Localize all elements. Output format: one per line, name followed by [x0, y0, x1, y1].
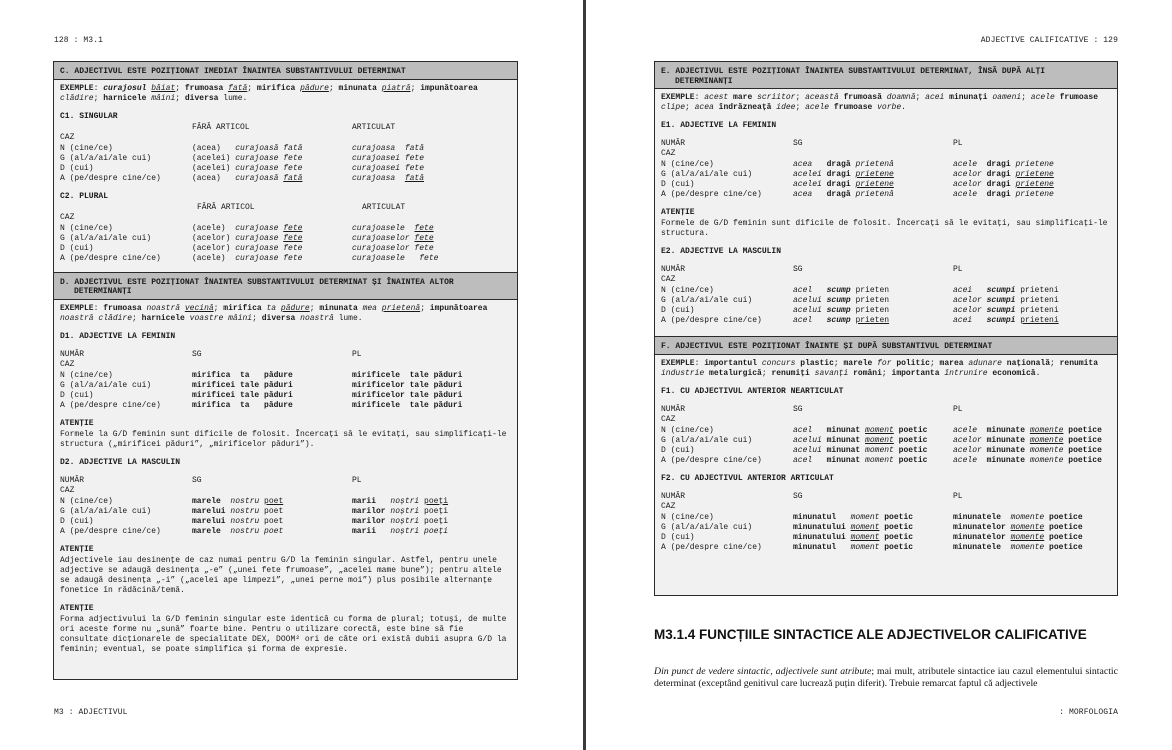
- table-row: G (al/a/ai/ale cui) mirificei tale păduri mirificelor tale păduri: [60, 380, 463, 390]
- table-row: N (cine/ce) (acea) curajoasă fată curajoasa fată: [60, 143, 425, 153]
- e2-title: E2. ADJECTIVE LA MASCULIN: [661, 247, 782, 256]
- table-row: G (al/a/ai/ale cui) (acelor) curajoase fete curajoaselor fete: [60, 233, 434, 243]
- f1-title: F1. CU ADJECTIVUL ANTERIOR NEARTICULAT: [661, 386, 844, 396]
- table-row: D (cui) mirificei tale păduri mirificelor tale păduri: [60, 390, 463, 400]
- d1-title: D1. ADJECTIVE LA FEMININ: [60, 331, 176, 341]
- section-f-examples: EXEMPLE: importantul concurs plastic; marele for politic; marea adunare națională; renumita industrie metalurgică; renumiți savanți români; importanta întrunire economică.: [661, 358, 1099, 378]
- d2-note1-title: ATENȚIE: [60, 544, 94, 554]
- table-row: D (cui) acelui minunat moment poetic acelor minunate momente poetice: [661, 445, 1102, 455]
- page-divider: [583, 0, 586, 750]
- f2-title: F2. CU ADJECTIVUL ANTERIOR ARTICULAT: [661, 473, 834, 483]
- page-header-right: ADJECTIVE CALIFICATIVE : 129: [980, 36, 1118, 45]
- table-row: G (al/a/ai/ale cui) acelui minunat moment poetic acelor minunate momente poetice: [661, 435, 1102, 445]
- section-c-title: C. ADJECTIVUL ESTE POZIȚIONAT IMEDIAT ÎNAINTEA SUBSTANTIVULUI DETERMINAT: [54, 62, 517, 80]
- e1-note-title: ATENȚIE: [661, 208, 695, 217]
- d2-title: D2. ADJECTIVE LA MASCULIN: [60, 457, 181, 467]
- d2-note1-text: Adjectivele iau desinențe de caz numai pentru G/D la feminin singular. Astfel, pentru unele adjective se adaugă desinența „-e” („unei fete frumoase”, „acelei mame bune”); pentru altele se adaugă desinența „-i” („acelei ape limpezi”, „unei perne moi”) plus posibile alternanțe fonetice în rădăcină/temă.: [60, 555, 502, 595]
- c1-table: [60, 144, 511, 184]
- table-row: A (pe/despre cine/ce) minunatul moment poetic minunatele momente poetice: [661, 542, 1083, 552]
- d2-note2-title: ATENȚIE: [60, 603, 94, 613]
- table-row: A (pe/despre cine/ce) acel minunat moment poetic acele minunate momente poetice: [661, 455, 1102, 465]
- left-page: [0, 0, 583, 750]
- d2-note2-text: Forma adjectivului la G/D feminin singular este identică cu forma de plural; totuși, de multe ori aceste forme nu „sună” foarte bine. Pentru o utilizare corectă, este bine să fie consultate dicționarele de specialitate DEX, DOOM² ori de câte ori există dubii asupra G/D la feminin; eventual, se poate simplifica și forma de expresie.: [60, 614, 507, 654]
- table-row: G (al/a/ai/ale cui) acelei dragi prietene acelor dragi prietene: [661, 170, 1054, 179]
- section-d-title: D. ADJECTIVUL ESTE POZIȚIONAT ÎNAINTEA SUBSTANTIVULUI DETERMINAT ȘI ÎNAINTEA ALTOR DETERMINANȚI: [54, 272, 517, 300]
- table-row: N (cine/ce) (acele) curajoase fete curajoasele fete: [60, 223, 434, 233]
- table-row: D (cui) acelei dragi prietene acelor dragi prietene: [661, 180, 1054, 189]
- c2-table: [60, 224, 511, 264]
- page-header-left: 128 : M3.1: [54, 36, 104, 45]
- e1-title: E1. ADJECTIVE LA FEMININ: [661, 121, 777, 130]
- table-row: N (cine/ce) acel scump prieten acei scumpi prieteni: [661, 286, 1059, 295]
- section-c-examples: EXEMPLE: curajosul băiat; frumoasa fată; mirifica pădure; minunata piatră; impunătoarea clădire; harnicele mâini; diversa lume.: [60, 83, 478, 103]
- table-row: A (pe/despre cine/ce) acel scump prieten acei scumpi prieteni: [661, 316, 1059, 325]
- table-row: A (pe/despre cine/ce) marele nostru poet marii noștri poeți: [60, 526, 449, 536]
- grammar-box-left: [53, 61, 518, 680]
- d1-table: [60, 371, 511, 411]
- section-e-title: E. ADJECTIVUL ESTE POZIȚIONAT ÎNAINTEA SUBSTANTIVULUI DETERMINAT, ÎNSĂ DUPĂ ALȚI DETERMINANȚI: [655, 62, 1117, 89]
- table-row: N (cine/ce) acel minunat moment poetic acele minunate momente poetice: [661, 425, 1102, 435]
- section-heading-m314: M3.1.4 FUNCȚIILE SINTACTICE ALE ADJECTIVELOR CALIFICATIVE: [654, 627, 1087, 642]
- table-row: A (pe/despre cine/ce) (acea) curajoasă fată curajoasa fată: [60, 173, 425, 183]
- table-row: N (cine/ce) marele nostru poet marii noștri poeți: [60, 496, 449, 506]
- table-row: A (pe/despre cine/ce) acea dragă prietenă acele dragi prietene: [661, 190, 1054, 199]
- f2-table: [661, 513, 1111, 553]
- section-f-title: F. ADJECTIVUL ESTE POZIȚIONAT ÎNAINTE ȘI DUPĂ SUBSTANTIVUL DETERMINAT: [655, 336, 1117, 355]
- table-row: A (pe/despre cine/ce) (acele) curajoase fete curajoasele fete: [60, 253, 439, 263]
- table-row: D (cui) minunatului moment poetic minunatelor momente poetice: [661, 532, 1083, 542]
- table-row: A (pe/despre cine/ce) mirifica ta pădure mirificele tale păduri: [60, 400, 463, 410]
- table-row: N (cine/ce) mirifica ta pădure mirificele tale păduri: [60, 370, 463, 380]
- c1-title: C1. SINGULAR: [60, 111, 118, 121]
- table-row: G (al/a/ai/ale cui) marelui nostru poet marilor noștri poeți: [60, 506, 449, 516]
- e1-table: [661, 160, 1111, 200]
- d1-note-title: ATENȚIE: [60, 418, 94, 428]
- e2-table: [661, 286, 1111, 326]
- page-footer-left: M3 : ADJECTIVUL: [54, 708, 128, 717]
- table-row: D (cui) marelui nostru poet marilor noștri poeți: [60, 516, 449, 526]
- section-e-examples: EXEMPLE: acest mare scriitor; această frumoasă doamnă; acei minunați oameni; acele frumoase clipe; acea îndrăzneață idee; acele frumoase vorbe.: [661, 93, 1099, 112]
- d1-note-text: Formele la G/D feminin sunt dificile de folosit. Încercați să le evitați, sau simplificați-le structura („mirificei păduri”, „mirificelor păduri”).: [60, 429, 507, 449]
- table-row: D (cui) acelui scump prieten acelor scumpi prieteni: [661, 306, 1059, 315]
- section-f-body: EXEMPLE: importantul concurs plastic; marele for politic; marea adunare națională; renumita industrie metalurgică; renumiți savanți români; importanta întrunire economică. F1. CU ADJECTIVUL ANTERIOR NEARTICULAT NUMĂR SG PL CAZ N (cine/ce) acel minunat moment poetic acele minunate momente poetice G (al/a/ai/ale cui) acelui minunat moment poetic acelor minunate momente poetice D (cui) acelui minunat moment poetic acelor minunate momente poetice A (pe/despre cine/ce) acel minunat moment poetic acele minunate momente poetice F2. CU ADJECTIVUL ANTERIOR ARTICULAT NUMĂR SG PL CAZ N (cine/ce) minunatul moment poetic minunatele momente poetice G (al/a/ai/ale cui) minunatului moment poetic minunatelor momente poetice D (cui) minunatului moment poetic minunatelor momente poetice A (pe/despre cine/ce) minunatul moment poetic minunatele momente poetice: [655, 355, 1117, 559]
- section-c-body: EXEMPLE: curajosul băiat; frumoasa fată; mirifica pădure; minunata piatră; impunătoarea clădire; harnicele mâini; diversa lume. C1. SINGULAR FĂRĂ ARTICOL ARTICULAT CAZ N (cine/ce) (acea) curajoasă fată curajoasa fată G (al/a/ai/ale cui) (acelei) curajoase fete curajoasei fete D (cui) (acelei) curajoase fete curajoasei fete A (pe/despre cine/ce) (acea) curajoasă fată curajoasa fată C2. PLURAL FĂRĂ ARTICOL ARTICULAT CAZ N (cine/ce) (acele) curajoase fete curajoasele fete G (al/a/ai/ale cui) (acelor) curajoase fete curajoaselor fete D (cui) (acelor) curajoase fete curajoaselor fete A (pe/despre cine/ce) (acele) curajoase fete curajoasele fete: [54, 80, 517, 270]
- d2-table: [60, 497, 511, 537]
- table-row: D (cui) (acelor) curajoase fete curajoaselor fete: [60, 243, 434, 253]
- table-row: D (cui) (acelei) curajoase fete curajoasei fete: [60, 163, 425, 173]
- e1-note-text: Formele de G/D feminin sunt dificile de folosit. Încercați să le evitați, sau simplificați-le structura.: [661, 219, 1108, 238]
- page-footer-right: : MORFOLOGIA: [1059, 708, 1118, 717]
- table-row: G (al/a/ai/ale cui) acelui scump prieten acelor scumpi prieteni: [661, 296, 1059, 305]
- f1-table: [661, 426, 1111, 466]
- c2-title: C2. PLURAL: [60, 191, 109, 201]
- section-d-examples: EXEMPLE: frumoasa noastră vecină; mirifica ta pădure; minunata mea prietenă; impunătoarea noastră clădire; harnicele voastre mâini; diversa noastră lume.: [60, 303, 488, 323]
- table-row: N (cine/ce) minunatul moment poetic minunatele momente poetice: [661, 512, 1083, 522]
- section-e-body: EXEMPLE: acest mare scriitor; această frumoasă doamnă; acei minunați oameni; acele frumoase clipe; acea îndrăzneață idee; acele frumoase vorbe. E1. ADJECTIVE LA FEMININ NUMĂR SG PL CAZ N (cine/ce) acea dragă prietenă acele dragi prietene G (al/a/ai/ale cui) acelei dragi prietene acelor dragi prietene D (cui) acelei dragi prietene acelor dragi prietene A (pe/despre cine/ce) acea dragă prietenă acele dragi prietene ATENȚIE Formele de G/D feminin sunt dificile de folosit. Încercați să le evitați, sau simplificați-le structura. E2. ADJECTIVE LA MASCULIN NUMĂR SG PL CAZ N (cine/ce) acel scump prieten acei scumpi prieteni G (al/a/ai/ale cui) acelui scump prieten acelor scumpi prieteni D (cui) acelui scump prieten acelor scumpi prieteni A (pe/despre cine/ce) acel scump prieten acei scumpi prieteni: [655, 89, 1117, 332]
- section-d-body: EXEMPLE: frumoasa noastră vecină; mirifica ta pădure; minunata mea prietenă; impunătoarea noastră clădire; harnicele voastre mâini; diversa noastră lume. D1. ADJECTIVE LA FEMININ NUMĂR SG PL CAZ N (cine/ce) mirifica ta pădure mirificele tale păduri G (al/a/ai/ale cui) mirificei tale păduri mirificelor tale păduri D (cui) mirificei tale păduri mirificelor tale păduri A (pe/despre cine/ce) mirifica ta pădure mirificele tale păduri ATENȚIE Formele la G/D feminin sunt dificile de folosit. Încercați să le evitați, sau simplificați-le structura („mirificei păduri”, „mirificelor păduri”). D2. ADJECTIVE LA MASCULIN NUMĂR SG PL CAZ N (cine/ce) marele nostru poet marii noștri poeți G (al/a/ai/ale cui) marelui nostru poet marilor noștri poeți D (cui) marelui nostru poet marilor noștri poeți A (pe/despre cine/ce) marele nostru poet marii noștri poeți ATENȚIE Adjectivele iau desinențe de caz numai pentru G/D la feminin singular. Astfel, pentru unele adjective se adaugă desinența „-e” („unei fete frumoase”, „acelei mame bune”); pentru altele se adaugă desinența „-i” („acelei ape limpezi”, „unei perne moi”) plus posibile alternanțe fonetice în rădăcină/temă. ATENȚIE Forma adjectivului la G/D feminin singular este identică cu forma de plural; totuși, de multe ori aceste forme nu „sună” foarte bine. Pentru o utilizare corectă, este bine să fie consultate dicționarele de specialitate DEX, DOOM² ori de câte ori există dubii asupra G/D la feminin; eventual, se poate simplifica și forma de expresie.: [54, 300, 517, 661]
- grammar-box-right: [654, 61, 1118, 596]
- table-row: G (al/a/ai/ale cui) minunatului moment poetic minunatelor momente poetice: [661, 522, 1083, 532]
- body-paragraph: Din punct de vedere sintactic, adjectivele sunt atribute; mai mult, atributele sintactice iau cazul elementului sintactic determinat (exceptând genitivul care lucrează puțin diferit). Trebuie remarcat faptul că adjectivele: [654, 666, 1118, 689]
- table-row: G (al/a/ai/ale cui) (acelei) curajoase fete curajoasei fete: [60, 153, 425, 163]
- table-row: N (cine/ce) acea dragă prietenă acele dragi prietene: [661, 160, 1054, 169]
